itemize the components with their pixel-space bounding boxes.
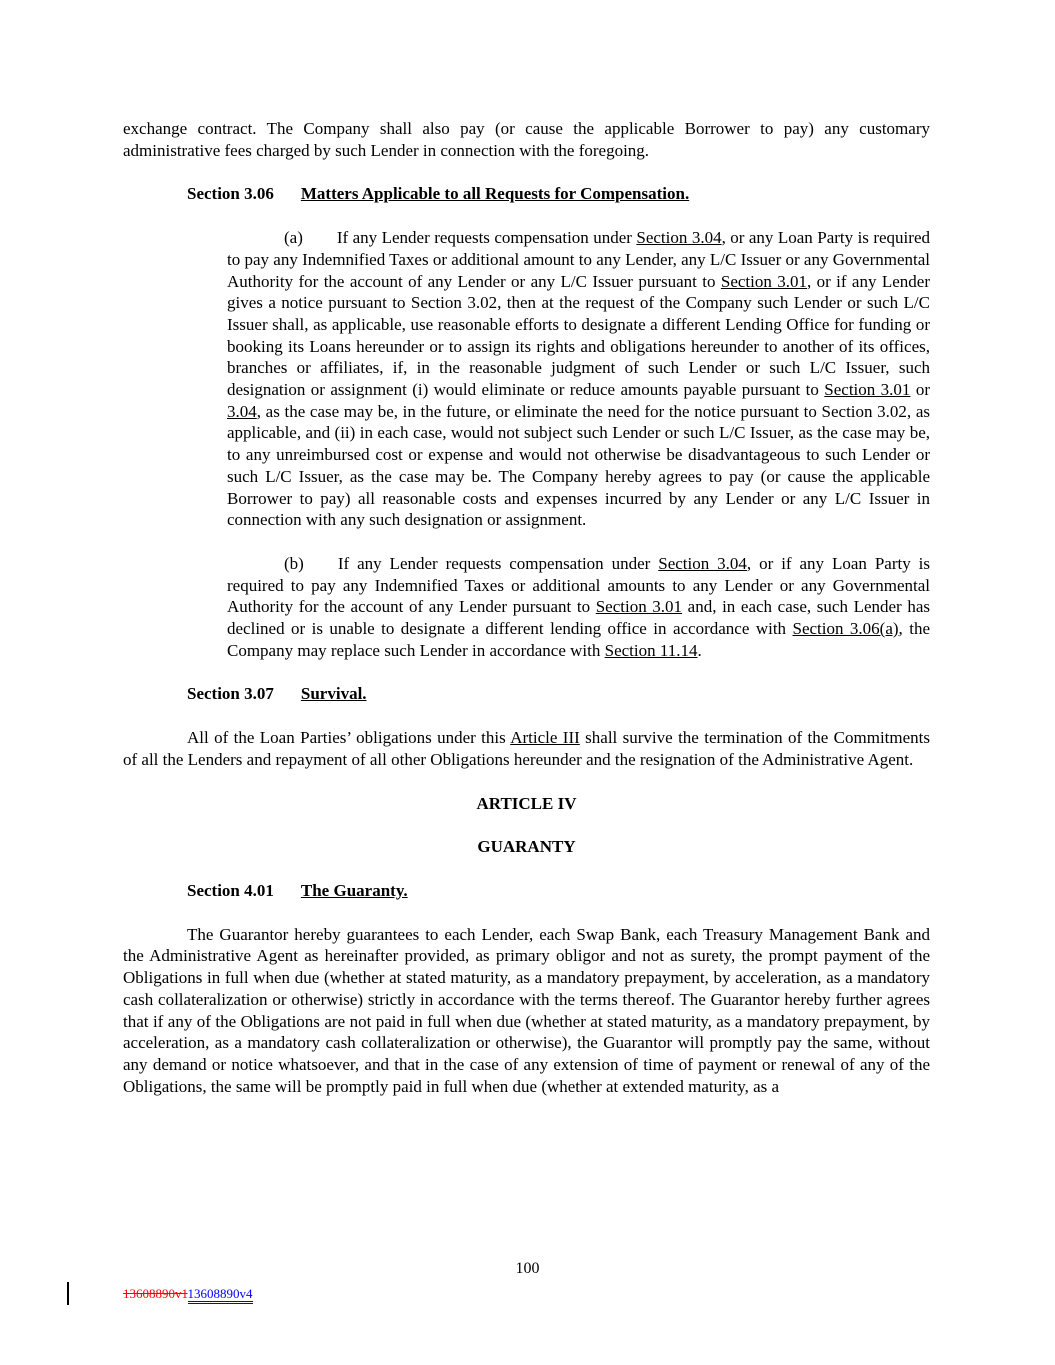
inserted-doc-id: 13608890v4 (188, 1286, 253, 1304)
paragraph-marker: (a) (284, 228, 303, 248)
section-title: The Guaranty. (300, 880, 408, 900)
text-run: or (910, 380, 930, 400)
section-3-06-heading (187, 183, 930, 205)
document-id-footer (123, 1286, 253, 1301)
section-label: Section 3.07 (187, 684, 274, 704)
paragraph-b-text (227, 554, 930, 660)
section-reference: Section 3.04 (658, 553, 747, 573)
article-iv-heading: ARTICLE IV (476, 793, 577, 813)
survival-paragraph (123, 727, 930, 770)
text-run: If any Lender requests compensation under (337, 553, 659, 573)
section-label: Section 4.01 (187, 880, 274, 900)
text-run: All of the Loan Parties’ obligations under this (187, 728, 511, 748)
section-reference: Section 3.01 (824, 380, 911, 400)
deleted-doc-id: 13608890v1 (123, 1286, 188, 1301)
guaranty-heading: GUARANTY (477, 837, 576, 857)
section-title: Matters Applicable to all Requests for Compensation. (300, 184, 690, 204)
section-reference: Section 3.04 (636, 228, 722, 248)
section-4-01-heading (187, 880, 930, 902)
section-label: Section 3.06 (187, 184, 274, 204)
section-3-07-heading (187, 683, 930, 705)
text-run: If any Lender requests compensation under (336, 228, 637, 248)
text-run: , or if any Lender gives a notice pursuant to Section 3.02, then at the request of the Company such Lender or such L/C Issuer shall, as applicable, use reasonable efforts to designate a different Lending Office for funding or booking its Loans hereunder or to assign its rights and obligations hereunder to another of its offices, branches or affiliates, if, in the reasonable judgment of such Lender or such L/C Issuer, such designation or assignment (i) would eliminate or reduce amounts payable pursuant to (227, 271, 930, 400)
section-reference: 3.04 (227, 401, 257, 421)
section-reference: Section 3.06(a) (792, 619, 899, 639)
text-run: . (697, 640, 702, 660)
section-reference: Article III (510, 728, 580, 748)
paragraph-a (227, 227, 930, 531)
continuation-paragraph: exchange contract. The Company shall also pay (or cause the applicable Borrower to pay) any customary administrative fees charged by such Lender in connection with the foregoing. (123, 119, 930, 160)
page-body (123, 118, 930, 1097)
paragraph-marker: (b) (284, 553, 304, 573)
text-run: , or if any Loan Party is required to pay any Indemnified Taxes or additional amounts to any Lender or any Governmental Authority for the account of any Lender pursuant to (227, 553, 930, 617)
change-bar (67, 1282, 69, 1305)
text-run: , as the case may be, in the future, or eliminate the need for the notice pursuant to Section 3.02, as applicable, and (ii) in each case, would not subject such Lender or such L/C Issuer, as the case may be, to any unreimbursed cost or expense and would not otherwise be disadvantageous to such Lender or such L/C Issuer, as the case may be. The Company hereby agrees to pay (or cause the applicable Borrower to pay) all reasonable costs and expenses incurred by any Lender or any L/C Issuer in connection with any such designation or assignment. (227, 401, 930, 530)
section-reference: Section 3.01 (595, 597, 683, 617)
page-number: 100 (515, 1260, 540, 1277)
guaranty-paragraph: The Guarantor hereby guarantees to each Lender, each Swap Bank, each Treasury Management Bank and the Administrative Agent as hereinafter provided, as primary obligor and not as surety, the prompt payment of the Obligations in full when due (whether at stated maturity, as a mandatory prepayment, by acceleration, as a mandatory cash collateralization or otherwise) strictly in accordance with the terms thereof. The Guarantor hereby further agrees that if any of the Obligations are not paid in full when due (whether at stated maturity, as a mandatory prepayment, by acceleration, as a mandatory cash collateralization or otherwise), the Guarantor will promptly pay the same, without any demand or notice whatsoever, and that in the case of any extension of time of payment or renewal of any of the Obligations, the same will be promptly paid in full when due (whether at extended maturity, as a (123, 924, 930, 1096)
section-title: Survival. (300, 684, 367, 704)
text-run: , or any Loan Party is required to pay any Indemnified Taxes or additional amount to any Lender, any L/C Issuer or any Governmental Authority for the account of any Lender or any L/C Issuer pursuant to (227, 228, 930, 291)
paragraph-b (227, 553, 930, 662)
section-reference: Section 3.01 (720, 271, 807, 291)
paragraph-a-text (227, 228, 930, 529)
text-run: and, in each case, such Lender has declined or is unable to designate a different lending office in accordance with (227, 597, 930, 639)
text-run: , the Company may replace such Lender in accordance with (227, 619, 931, 660)
section-reference: Section 11.14 (604, 640, 698, 660)
text-run: shall survive the termination of the Commitments of all the Lenders and repayment of all other Obligations hereunder and the resignation of the Administrative Agent. (123, 728, 931, 769)
